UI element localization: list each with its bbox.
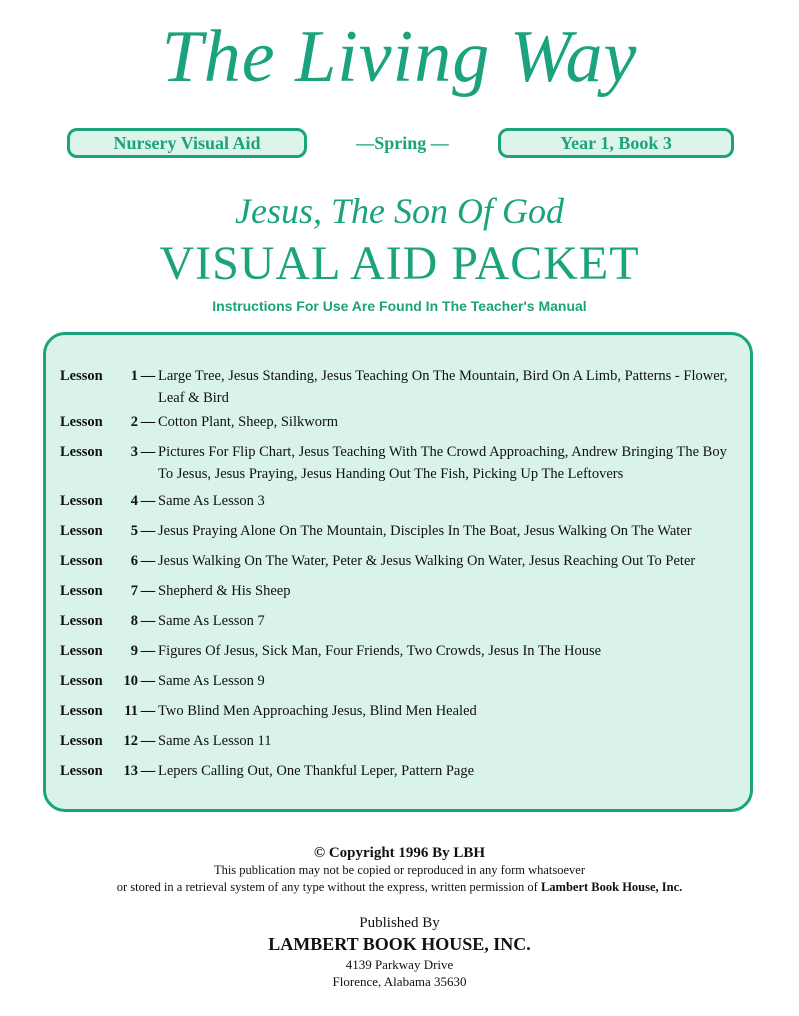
lesson-number: 12 (123, 733, 138, 749)
lesson-row (60, 730, 742, 752)
lesson-label: Lesson (60, 493, 103, 509)
lesson-label: Lesson (60, 583, 103, 599)
lesson-label: Lesson (60, 414, 103, 430)
lesson-dash: — (140, 553, 156, 569)
copyright-notice-line: This publication may not be copied or reproduced in any form whatsoever (213, 863, 586, 877)
lesson-dash: — (140, 523, 156, 539)
lesson-label: Lesson (60, 733, 103, 749)
lesson-label: Lesson (60, 613, 103, 629)
lesson-row (60, 520, 742, 542)
copyright-notice-line (0, 879, 799, 896)
lesson-number: 5 (130, 523, 138, 539)
notice-text: or stored in a retrieval system of any type without the express, written permission of (116, 880, 541, 894)
lesson-number: 4 (130, 493, 138, 509)
copyright-line: © Copyright 1996 By LBH (313, 845, 486, 861)
lesson-label: Lesson (60, 523, 103, 539)
year-book-tag (498, 128, 734, 158)
lesson-description: Jesus Walking On The Water, Peter & Jesus Walking On Water, Jesus Reaching Out To Peter (158, 553, 696, 569)
lesson-number: 2 (130, 414, 138, 430)
lesson-dash: — (140, 673, 156, 689)
lesson-list-panel (43, 332, 753, 812)
lesson-dash: — (140, 613, 156, 629)
notice-company: Lambert Book House, Inc. (540, 880, 683, 894)
lesson-label: Lesson (60, 703, 103, 719)
level-tag-label: Nursery Visual Aid (113, 132, 261, 153)
lesson-label: Lesson (60, 444, 103, 460)
lesson-row (60, 580, 742, 602)
lesson-description: Pictures For Flip Chart, Jesus Teaching With The Crowd Approaching, Andrew Bringing The Boy To Jesus, Jesus Praying, Jesus Handing Out The Fish, Picking Up The Leftovers (158, 444, 727, 482)
lesson-row (60, 700, 742, 722)
lesson-dash: — (140, 643, 156, 659)
lesson-description: Same As Lesson 9 (158, 673, 265, 689)
lesson-row (60, 441, 742, 485)
lesson-dash: — (140, 703, 156, 719)
lesson-number: 11 (124, 703, 138, 719)
lesson-description: Jesus Praying Alone On The Mountain, Disciples In The Boat, Jesus Walking On The Water (158, 523, 692, 539)
lesson-row (60, 640, 742, 662)
lesson-dash: — (140, 493, 156, 509)
lesson-number: 13 (123, 763, 138, 779)
lesson-label: Lesson (60, 763, 103, 779)
publisher-address-line: 4139 Parkway Drive (345, 957, 454, 972)
lesson-description: Figures Of Jesus, Sick Man, Four Friends, Two Crowds, Jesus In The House (158, 643, 602, 659)
packet-title: VISUAL AID PACKET (159, 237, 640, 290)
lesson-description: Same As Lesson 11 (158, 733, 272, 749)
lesson-dash: — (140, 414, 156, 430)
lesson-label: Lesson (60, 553, 103, 569)
lesson-description: Same As Lesson 3 (158, 493, 265, 509)
lesson-number: 9 (130, 643, 138, 659)
publisher-block (0, 915, 799, 990)
lesson-row (60, 760, 742, 782)
lesson-dash: — (140, 368, 156, 384)
lesson-dash: — (140, 733, 156, 749)
lesson-description: Two Blind Men Approaching Jesus, Blind Men Healed (158, 703, 477, 719)
lesson-number: 1 (130, 368, 138, 384)
lesson-dash: — (140, 444, 156, 460)
lesson-row (60, 610, 742, 632)
lesson-label: Lesson (60, 643, 103, 659)
lesson-row (60, 365, 742, 409)
lesson-row (60, 411, 742, 433)
lesson-label: Lesson (60, 673, 103, 689)
lesson-row (60, 490, 742, 512)
lesson-description: Shepherd & His Sheep (158, 583, 291, 599)
copyright-block (0, 845, 799, 896)
year-book-tag-label: Year 1, Book 3 (560, 132, 672, 153)
lesson-number: 3 (130, 444, 138, 460)
lesson-description: Cotton Plant, Sheep, Silkworm (158, 414, 339, 430)
publisher-address-line: Florence, Alabama 35630 (332, 974, 467, 989)
brand-title: The Living Way (161, 16, 638, 98)
instructions-note: Instructions For Use Are Found In The Teacher's Manual (212, 298, 587, 314)
lesson-dash: — (140, 583, 156, 599)
lesson-number: 8 (130, 613, 138, 629)
level-tag (67, 128, 307, 158)
lesson-label: Lesson (60, 368, 103, 384)
published-by-label: Published By (359, 915, 440, 931)
lesson-description: Same As Lesson 7 (158, 613, 265, 629)
lesson-description: Large Tree, Jesus Standing, Jesus Teaching On The Mountain, Bird On A Limb, Patterns - Flower, Leaf & Bird (158, 368, 728, 406)
lesson-description: Lepers Calling Out, One Thankful Leper, Pattern Page (158, 763, 475, 779)
subtitle: Jesus, The Son Of God (235, 191, 564, 231)
lesson-number: 7 (130, 583, 138, 599)
lesson-dash: — (140, 763, 156, 779)
lesson-number: 6 (130, 553, 138, 569)
publisher-name: LAMBERT BOOK HOUSE, INC. (268, 934, 531, 954)
lesson-number: 10 (123, 673, 138, 689)
lesson-row (60, 670, 742, 692)
lesson-row (60, 550, 742, 572)
season-label: —Spring — (356, 133, 449, 153)
